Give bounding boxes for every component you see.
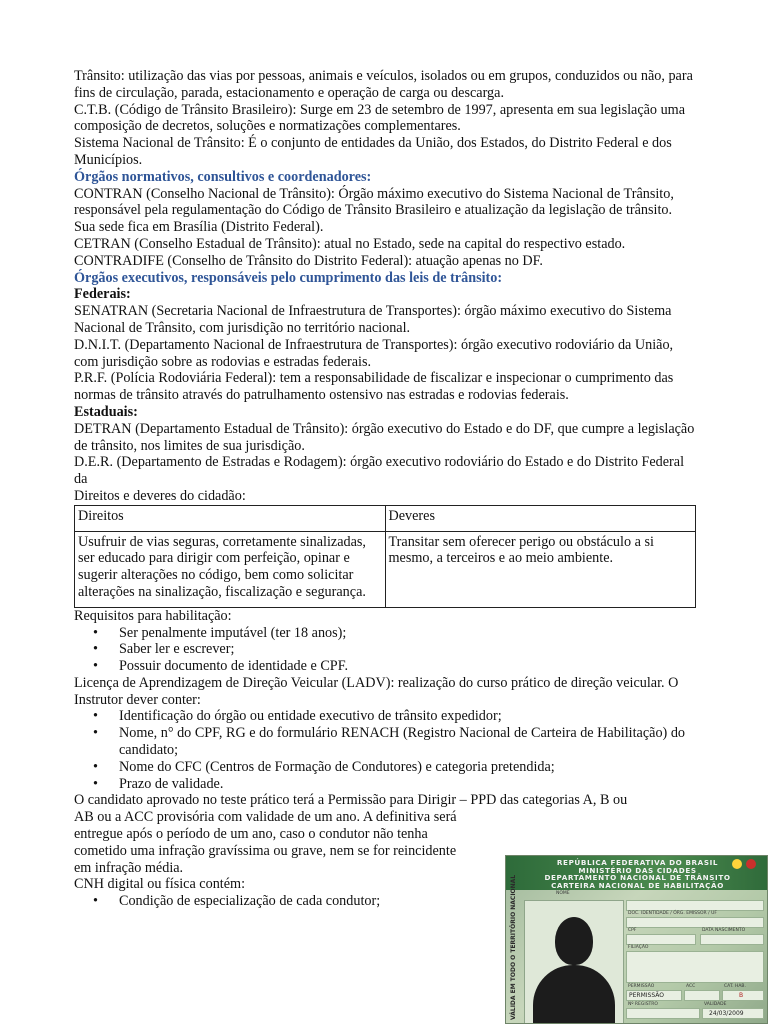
table-header-direitos: Direitos [75,505,386,531]
cnh-field-cpf [626,934,696,945]
cnh-label-cpf: CPF [628,928,637,933]
list-item: • Identificação do órgão ou entidade executivo de trânsito expedidor; [74,708,696,725]
list-item: • Nome, n° do CPF, RG e do formulário RENACH (Registro Nacional de Carteira de Habilitação) do candidato; [74,725,696,759]
paragraph-transito: Trânsito: utilização das vias por pessoas, animais e veículos, isolados ou em grupos, conduzidos ou não, para fins de circulação, parada, estacionamento e operação de carga ou descarga. [74,68,693,101]
list-item: • Ser penalmente imputável (ter 18 anos); [74,625,696,642]
paragraph-dnit: D.N.I.T. (Departamento Nacional de Infraestrutura de Transportes): órgão executivo rodoviário da União, com jurisdição sobre as rodovias e estradas federais. [74,336,674,370]
paragraph-prf: P.R.F. (Polícia Rodoviária Federal): tem a responsabilidade de fiscalizar e inspecionar o cumprimento das normas de trânsito através do patrulhamento ostensivo nas estradas e rodovias federais. [74,370,674,404]
direitos-deveres-table [74,505,696,608]
cnh-line-departamento: DEPARTAMENTO NACIONAL DE TRÂNSITO [544,873,731,882]
cnh-field-doc [626,917,764,928]
list-item: • Nome do CFC (Centros de Formação de Condutores) e categoria pretendida; [74,759,696,776]
table-cell-direitos: Usufruir de vias seguras, corretamente sinalizadas, ser educado para dirigir com perfeição, opinar e sugerir alterações no código, bem como solicitar alterações na sinalização, fiscalização e segurança. [75,531,386,607]
cnh-card-header [506,856,768,890]
paragraph-der: D.E.R. (Departamento de Estradas e Rodagem): órgão executivo rodoviário do Estado e do Distrito Federal da [74,454,685,488]
paragraph-cnh: CNH digital ou física contém: [74,876,246,893]
list-item: • Possuir documento de identidade e CPF. [74,658,696,675]
cnh-label-registro: Nº REGISTRO [628,1002,658,1007]
cnh-label-nascimento: DATA NASCIMENTO [702,928,746,933]
paragraph-ppd-line4: cometido uma infração gravíssima ou grave, nem se for reincidente [74,842,457,859]
cnh-label-nome: NOME [556,891,570,896]
cnh-label-acc: ACC [686,984,696,989]
cnh-line-carteira: CARTEIRA NACIONAL DE HABILITAÇÃO [551,881,724,890]
cnh-field-acc [684,990,720,1001]
requisitos-list [74,625,696,675]
table-row [75,505,696,531]
table-row [75,531,696,607]
paragraph-ladv: Licença de Aprendizagem de Direção Veicular (LADV): realização do curso prático de direção veicular. O Instrutor dever conter: [74,674,679,708]
list-item: • Condição de especialização de cada condutor; [74,893,696,910]
paragraph-sistema-nacional: Sistema Nacional de Trânsito: É o conjunto de entidades da União, dos Estados, do Distrito Federal e dos Municípios. [74,135,672,168]
heading-orgaos-executivos: Órgãos executivos, responsáveis pelo cumprimento das leis de trânsito: [74,269,503,286]
paragraph-ppd-line2: AB ou a ACC provisória com validade de um ano. A definitiva será [74,809,457,826]
paragraph-cetran: CETRAN (Conselho Estadual de Trânsito): atual no Estado, sede na capital do respectivo estado. [74,235,626,252]
cnh-label-permissao: PERMISSÃO [628,984,655,989]
paragraph-contradife: CONTRADIFE (Conselho de Trânsito do Distrito Federal): atuação apenas no DF. [74,252,543,269]
cnh-field-cat: B [722,990,764,1001]
heading-orgaos-normativos: Órgãos normativos, consultivos e coordenadores: [74,168,372,185]
cnh-field-permissao: PERMISSÃO [626,990,682,1001]
paragraph-detran: DETRAN (Departamento Estadual de Trânsito): órgão executivo do Estado e do DF, que cumpre a legislação de trânsito, nos limites de sua jurisdição. [74,420,695,454]
cnh-field-nome [626,900,764,911]
paragraph-ppd-line1: O candidato aprovado no teste prático terá a Permissão para Dirigir – PPD das categorias A, B ou [74,792,628,809]
seal-icon [746,859,756,869]
heading-federais: Federais: [74,286,131,303]
cnh-label-cat: CAT. HAB. [724,984,746,989]
cnh-field-nascimento [700,934,764,945]
document-body [74,68,696,910]
cnh-field-validade: 24/03/2009 [702,1008,764,1019]
table-cell-deveres: Transitar sem oferecer perigo ou obstáculo a si mesmo, a terceiros e ao meio ambiente. [385,531,696,607]
flag-icon [732,859,742,869]
paragraph-ctb: C.T.B. (Código de Trânsito Brasileiro): Surge em 23 de setembro de 1997, apresenta em sua legislação uma composição de decretos, soluções e normatizações complementares. [74,101,685,135]
paragraph-contran: CONTRAN (Conselho Nacional de Trânsito): Órgão máximo executivo do Sistema Nacional de Trânsito, responsável pela regulamentação do Código de Trânsito Brasileiro e atualização da legislação de trânsito. Sua sede fica em Brasília (Distrito Federal). [74,185,674,236]
ladv-list [74,708,696,792]
paragraph-requisitos: Requisitos para habilitação: [74,607,232,624]
cnh-field-registro [626,1008,700,1019]
cnh-line-ministerio: MINISTÉRIO DAS CIDADES [578,866,697,875]
cnh-card-image [505,855,768,1024]
cnh-label-filiacao: FILIAÇÃO [628,945,649,950]
cnh-label-validade: VALIDADE [704,1002,727,1007]
table-header-deveres: Deveres [385,505,696,531]
paragraph-ppd-line5: em infração média. [74,859,184,876]
paragraph-ppd-line3: entregue após o período de um ano, caso o condutor não tenha [74,826,428,843]
paragraph-senatran: SENATRAN (Secretaria Nacional de Infraestrutura de Transportes): órgão máximo executivo do Sistema Nacional de Trânsito, com jurisdição no território nacional. [74,303,672,336]
paragraph-direitos-deveres: Direitos e deveres do cidadão: [74,487,246,504]
cnh-photo [524,900,624,1024]
cnh-side-text: VÁLIDA EM TODO O TERRITÓRIO NACIONAL [510,874,517,1020]
list-item: • Prazo de validade. [74,776,696,793]
cnh-label-doc: DOC. IDENTIDADE / ÓRG. EMISSOR / UF [628,911,717,916]
cnh-field-filiacao [626,951,764,983]
cnh-line-republica: REPÚBLICA FEDERATIVA DO BRASIL [556,858,719,867]
heading-estaduais: Estaduais: [74,403,138,420]
person-silhouette-icon [555,917,593,965]
list-item: • Saber ler e escrever; [74,641,696,658]
